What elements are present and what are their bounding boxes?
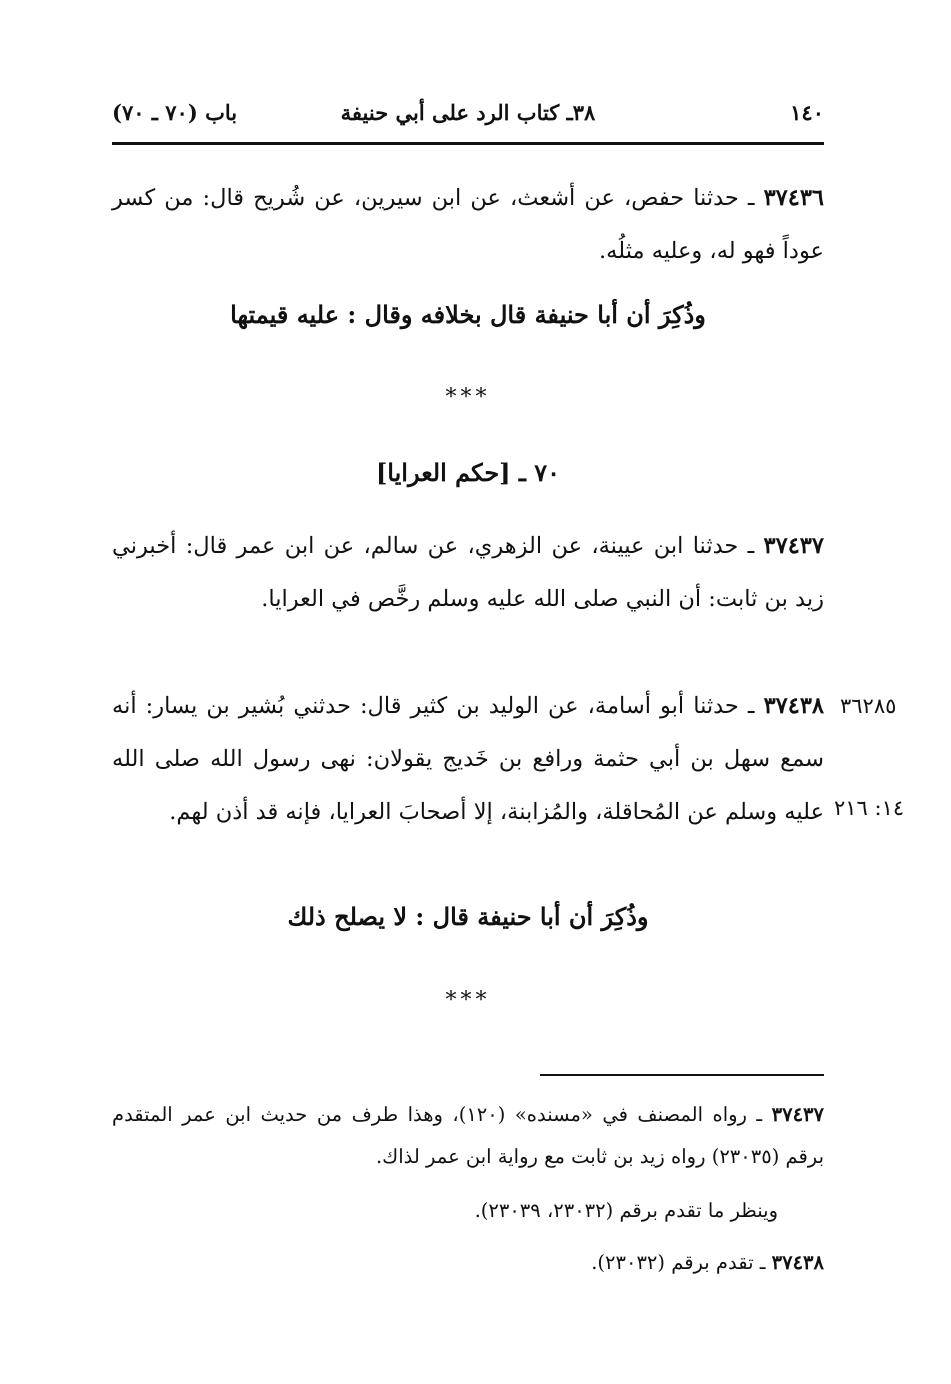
chapter-reference: باب (٧٠ ـ ٧٠) (112, 100, 238, 125)
section-divider-stars: *** (445, 988, 491, 1013)
abu-hanifa-note: وذُكِرَ أن أبا حنيفة قال : لا يصلح ذلك (287, 902, 649, 931)
hadith-text: ـ حدثنا ابن عيينة، عن الزهري، عن سالم، عن ابن عمر قال: أخبرني زيد بن ثابت: أن النبي صلى الله عليه وسلم رخَّص في العرايا. (112, 533, 824, 612)
footnote-37438 (112, 1242, 824, 1284)
footnote-see-also: وينظر ما تقدم برقم (٢٣٠٣٢، ٢٣٠٣٩). (474, 1199, 778, 1222)
hadith-number: ٣٧٤٣٦ (763, 185, 825, 211)
header-rule (112, 142, 824, 145)
footnote-37437 (112, 1094, 824, 1178)
page-header (112, 100, 824, 136)
book-title: ٣٨ـ كتاب الرد على أبي حنيفة (340, 100, 596, 125)
section-divider-stars: *** (445, 385, 491, 410)
section-heading: ٧٠ ـ [حكم العرايا] (375, 458, 561, 487)
margin-reference: ١٤: ٢١٦ (834, 796, 905, 820)
footnote-number: ٣٧٤٣٧ (771, 1103, 825, 1126)
hadith-number: ٣٧٤٣٨ (763, 693, 824, 719)
hadith-text: ـ حدثنا حفص، عن أشعث، عن ابن سيرين، عن شُريح قال: من كسر عوداً فهو له، وعليه مثلُه. (112, 185, 824, 264)
footnote-text: ـ رواه المصنف في «مسنده» (١٢٠)، وهذا طرف من حديث ابن عمر المتقدم برقم (٢٣٠٣٥) رواه زيد بن ثابت مع رواية ابن عمر لذاك. (112, 1103, 824, 1168)
abu-hanifa-note: وذُكِرَ أن أبا حنيفة قال بخلافه وقال : عليه قيمتها (230, 300, 706, 329)
hadith-37436 (112, 172, 824, 278)
footnote-rule (540, 1074, 824, 1076)
hadith-37437 (112, 520, 824, 626)
hadith-text: ـ حدثنا أبو أسامة، عن الوليد بن كثير قال: حدثني بُشير بن يسار: أنه سمع سهل بن أبي حثمة ورافع بن خَديج يقولان: نهى رسول الله صلى الله عليه وسلم عن المُحاقلة، والمُزابنة، إلا أصحابَ العرايا، فإنه قد أذن لهم. (112, 693, 824, 825)
hadith-37438 (112, 680, 824, 839)
page-number: ١٤٠ (790, 100, 824, 125)
hadith-number: ٣٧٤٣٧ (763, 533, 824, 559)
footnote-text: ـ تقدم برقم (٢٣٠٣٢). (591, 1251, 766, 1274)
footnote-number: ٣٧٤٣٨ (771, 1251, 824, 1274)
margin-reference: ٣٦٢٨٥ (840, 694, 897, 718)
